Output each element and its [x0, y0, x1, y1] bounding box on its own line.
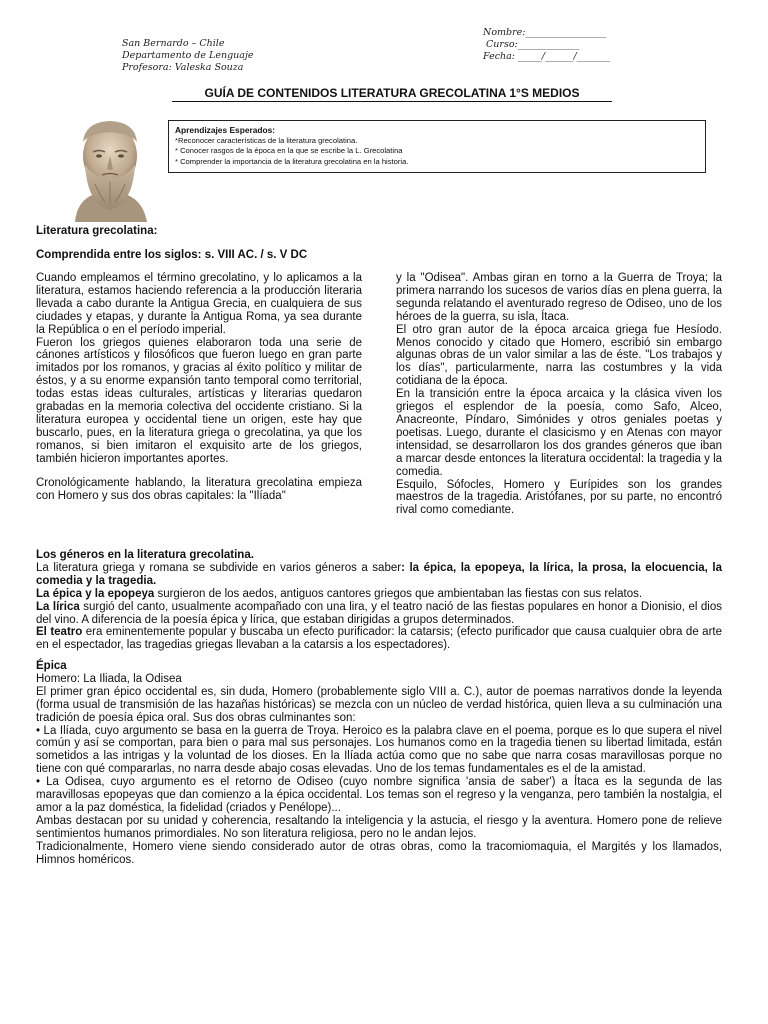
paragraph: En la transición entre la época arcaica y la clásica viven los griegos el esplendor de la poesía, como Safo, Alceo, Anacreonte, Píndaro, Simónides y otros geniales poetas y poetisas. Luego, durante el clasicismo y en Atenas con mayor intensidad, se desarrollaron los dos grandes géneros que iban a marcar desde entonces la literatura occidental: la tragedia y la comedia.	[396, 388, 723, 478]
school-location: San Bernardo – Chile	[122, 38, 225, 49]
left-column	[36, 272, 362, 502]
objective-item: *Reconocer características de la literatura grecolatina.	[175, 135, 358, 145]
course-field: Curso:_____________	[483, 39, 580, 50]
subtitle: Homero: La Iliada, la Odisea	[36, 672, 182, 685]
paragraph: • La Odisea, cuyo argumento es el retorno de Odiseo (cuyo nombre significa 'ansia de saber') a Ítaca es la segunda de las maravillosas epopeyas que dan comienzo a la épica occidental. Los temas son el regreso y la venganza, pero también la nostalgia, el amor a la paz doméstica, la fidelidad (criados y Penélope)...	[36, 776, 722, 814]
term-lyric: La lírica	[36, 600, 80, 613]
text: surgió del canto, usualmente acompañado con una lira, y el teatro nació de las fiestas populares en honor a Dionisio, el dios del vino. A diferencia de la poesía épica y lírica, que estaban dirigidas a grupos determinados.	[36, 600, 722, 626]
paragraph: Fueron los griegos quienes elaboraron toda una serie de cánones artísticos y filosóficos que fueron luego en gran parte imitados por los romanos, y gracias al éxito político y militar de éstos, y a su enorme expansión tanto temporal como territorial, todas estas ideas culturales, artísticas y literarias quedaron grabadas en la memoria colectiva del occidente cristiano. Si la literatura europea y occidental tiene un origen, este hay que buscarlo, pues, en la literatura griega o grecolatina, ya que los romanos, si bien imitaron el exquisito arte de los griegos, también hicieron importantes aportes.	[36, 336, 362, 465]
period-heading: Comprendida entre los siglos: s. VIII AC. / s. V DC	[36, 249, 308, 261]
text: era eminentemente popular y buscaba un efecto purificador: la catarsis; (efecto purificador que causa cualquier obra de arte en el espectador, las tragedias griegas llevaban a la catarsis a los espectadores).	[36, 626, 722, 652]
genre-list: : la épica, la epopeya, la lírica, la prosa, la elocuencia, la comedia y la tragedia.	[36, 561, 723, 587]
paragraph	[36, 626, 722, 652]
genres-section	[36, 549, 722, 652]
student-fields	[483, 27, 610, 63]
epic-section	[36, 660, 722, 867]
department: Departamento de Lenguaje	[122, 50, 254, 61]
section-heading-genres: Los géneros en la literatura grecolatina.	[36, 549, 254, 561]
term-theatre: El teatro	[36, 626, 83, 639]
section-heading-literature: Literatura grecolatina:	[36, 225, 158, 237]
paragraph	[36, 562, 722, 588]
paragraph: Ambas destacan por su unidad y coherencia, resaltando la inteligencia y la astucia, el riesgo y la aventura. Homero pone de relieve sentimientos humanos primordiales. No son literatura religiosa, pero no le andan lejos.	[36, 814, 722, 840]
right-column	[396, 272, 722, 517]
paragraph: El primer gran épico occidental es, sin duda, Homero (probablemente siglo VIII a. C.), autor de poemas narrativos donde la leyenda (forma usual de transmisión de las hazañas históricas) se mezcla con un núcleo de verdad histórica, quien lleva a su culminación una tradición de poesía épica oral. Sus dos obras culminantes son:	[36, 685, 722, 724]
paragraph: y la "Odisea". Ambas giran en torno a la Guerra de Troya; la primera narrando los sucesos de varios días en plena guerra, la segunda relatando el aventurado regreso de Odiseo, uno de los héroes de la guerra, su isla, Ítaca.	[396, 272, 722, 323]
section-heading-epic: Épica	[36, 660, 67, 672]
paragraph: Tradicionalmente, Homero viene siendo considerado autor de otras obras, como la tracomiomaquia, el Margités y los llamados, Himnos homéricos.	[36, 840, 722, 866]
school-header	[122, 38, 254, 74]
paragraph: Esquilo, Sófocles, Homero y Eurípides son los grandes maestros de la tragedia. Aristófanes, por su parte, no encontró rival como comediante.	[396, 478, 722, 517]
paragraph: Cronológicamente hablando, la literatura grecolatina empieza con Homero y sus dos obras capitales: la "Ilíada"	[36, 476, 362, 502]
name-field: Nombre:_________________	[483, 27, 607, 38]
objective-item: * Conocer rasgos de la época en la que se escribe la L. Grecolatina	[175, 146, 403, 155]
term-epic: La épica y la epopeya	[36, 587, 155, 600]
paragraph: Cuando empleamos el término grecolatino, y lo aplicamos a la literatura, estamos haciendo referencia a la producción literaria llevada a cabo durante la Antigua Grecia, en cualquiera de sus ciudades y etapas, y durante la Antigua Roma, ya sea durante la República o en el período imperial.	[36, 272, 362, 336]
paragraph	[36, 601, 722, 627]
text: surgieron de los aedos, antiguos cantores griegos que ambientaban las fiestas con sus relatos.	[154, 587, 643, 600]
text: La literatura griega y romana se subdivide en varios géneros a saber	[36, 561, 402, 574]
objectives-title: Aprendizajes Esperados:	[175, 125, 276, 135]
paragraph: El otro gran autor de la época arcaica griega fue Hesíodo. Menos conocido y citado que Homero, escribió sin embargo algunas obras de un valor similar a las de éste. "Los trabajos y los días", particularmente, narra las costumbres y la vida cotidiana de la época.	[396, 323, 722, 388]
paragraph	[36, 588, 722, 601]
teacher: Profesora: Valeska Souza	[122, 62, 244, 73]
paragraph: • La Ilíada, cuyo argumento se basa en la guerra de Troya. Heroico es la palabra clave en el poema, porque es lo que supera el nivel común y así se comportan, para bien o para mal sus personajes. Los humanos como en la tragedia tienen su libertad limitada, están sometidos a las intrigas y la voluntad de los dioses. En la Ilíada actúa como que no sabe que narra cosas maravillosas porque no tiene con qué compararlas, no narra desde abajo cosas elevadas. Uno de los temas fundamentales es el de la amistad.	[36, 724, 722, 776]
page-title: GUÍA DE CONTENIDOS LITERATURA GRECOLATINA 1°S MEDIOS	[172, 86, 612, 102]
learning-objectives-box	[168, 120, 706, 173]
date-field: Fecha: _____/______/_______	[483, 51, 610, 62]
objective-item: * Comprender la importancia de la literatura grecolatina en la historia.	[175, 156, 409, 166]
homer-bust-image	[55, 112, 165, 222]
